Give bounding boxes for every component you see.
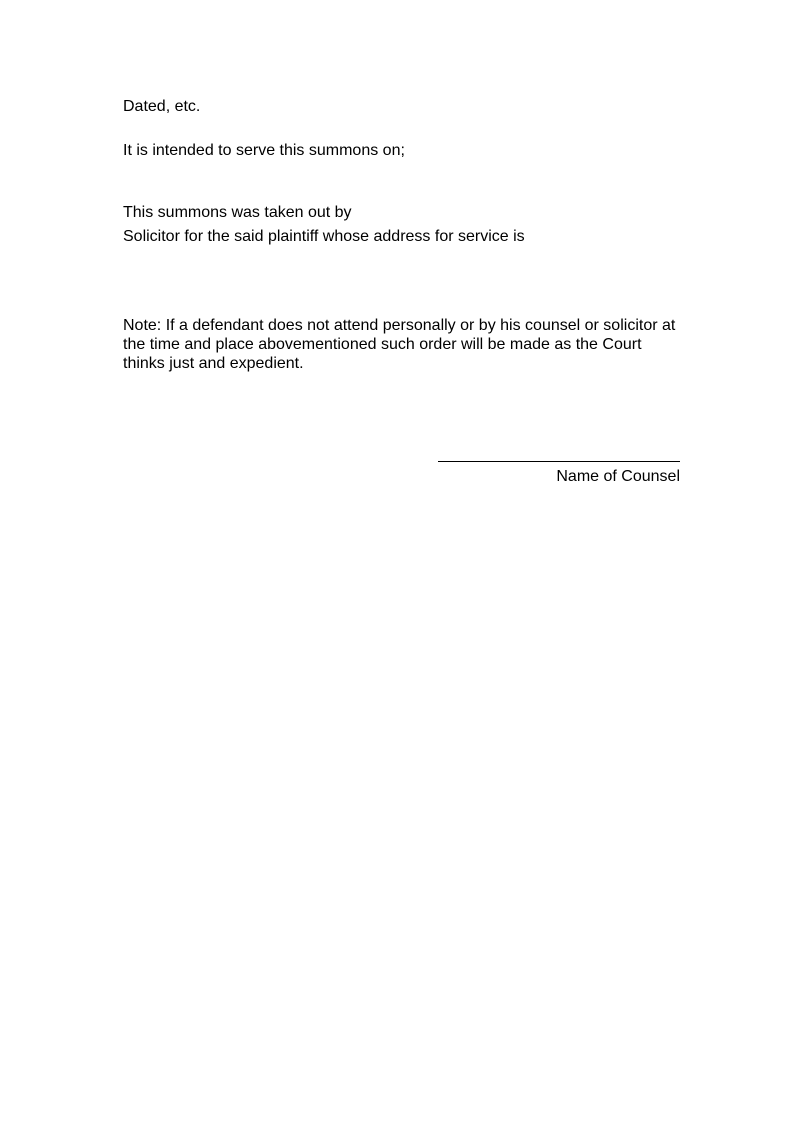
note-line-2: the time and place abovementioned such order will be made as the Court [123, 336, 642, 353]
counsel-name-label: Name of Counsel [556, 468, 680, 485]
note-line-1: Note: If a defendant does not attend personally or by his counsel or solicitor at [123, 317, 676, 334]
note-paragraph [123, 316, 693, 373]
dated-line: Dated, etc. [123, 98, 201, 115]
intended-service-line: It is intended to serve this summons on; [123, 142, 405, 159]
signature-line [438, 461, 680, 462]
taken-out-by-line: This summons was taken out by [123, 204, 352, 221]
note-line-3: thinks just and expedient. [123, 355, 304, 372]
solicitor-address-line: Solicitor for the said plaintiff whose address for service is [123, 228, 525, 245]
